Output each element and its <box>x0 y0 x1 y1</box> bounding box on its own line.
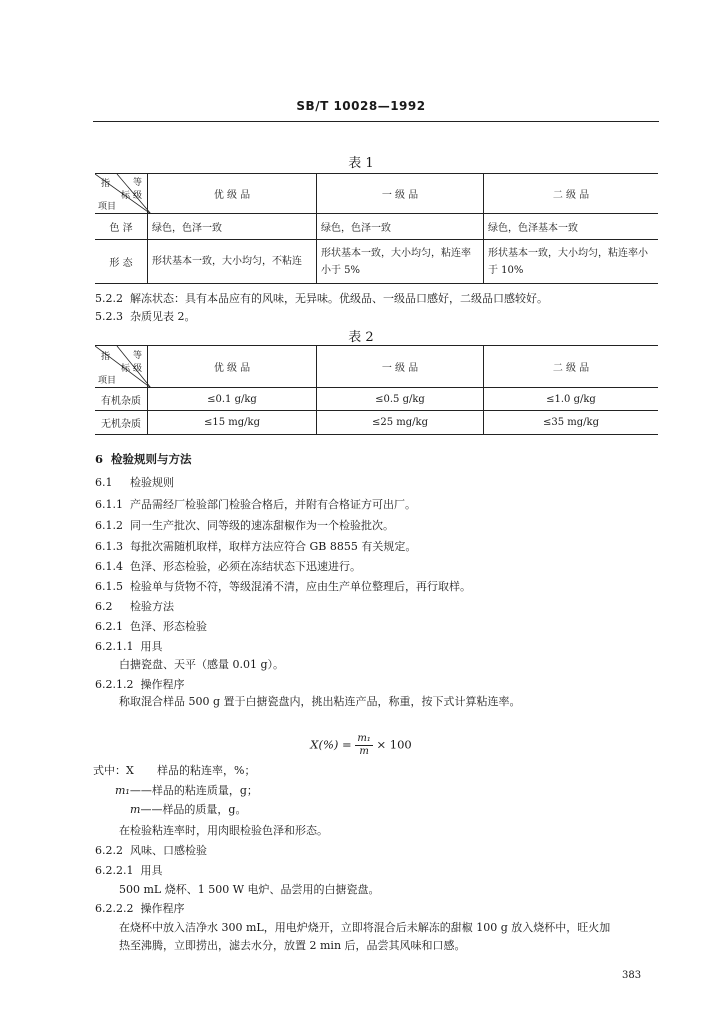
clause-number: 6.2.1 <box>95 620 123 633</box>
table2-corner-item: 项目 <box>98 376 117 386</box>
clause-text: 检验单与货物不符，等级混淆不清，应由生产单位整理后，再行取样。 <box>130 580 471 593</box>
para-number: 5.2.3 <box>95 310 123 323</box>
formula-fraction <box>355 733 373 758</box>
table-cell: ≤1.0 g/kg <box>484 388 659 411</box>
where-line-x <box>93 762 255 778</box>
formula-numerator: m₁ <box>357 733 371 744</box>
clause-number: 6.1 <box>95 476 113 489</box>
page-number: 383 <box>622 970 642 981</box>
table2-item-inorganic: 无机杂质 <box>95 411 148 435</box>
table-cell: 绿色，色泽一致 <box>148 214 317 240</box>
table-cell: 绿色，色泽基本一致 <box>484 214 659 240</box>
where-symbol: m <box>130 803 141 816</box>
clause-line <box>95 558 361 574</box>
clause-text: 每批次需随机取样，取样方法应符合 GB 8855 有关规定。 <box>130 540 417 553</box>
clause-text: 在检验粘连率时，用肉眼检验色泽和形态。 <box>119 824 328 837</box>
clause-number: 6.2 <box>95 600 113 613</box>
table2-col-second: 二 级 品 <box>484 346 659 388</box>
formula-lhs: X(%) = <box>310 737 352 752</box>
where-line-m <box>130 801 246 817</box>
table2-corner-mark: 标 <box>121 364 131 374</box>
clause-line <box>119 822 328 838</box>
formula-rhs: × 100 <box>376 737 412 752</box>
clause-number: 6.2.2.1 <box>95 864 134 877</box>
clause-text: 检验规则 <box>130 476 174 489</box>
table1-item-shape: 形 态 <box>95 240 148 284</box>
table1 <box>95 173 658 284</box>
table1-caption: 表 1 <box>348 156 374 171</box>
clause-line <box>119 656 284 672</box>
table-row <box>95 240 658 284</box>
clause-text: 色泽、形态检验 <box>130 620 207 633</box>
clause-line <box>95 474 174 490</box>
clause-line <box>95 496 416 512</box>
section-number: 6 <box>95 452 104 466</box>
table-cell: ≤35 mg/kg <box>484 411 659 435</box>
clause-line <box>95 598 174 614</box>
formula <box>0 733 722 758</box>
clause-line <box>95 517 394 533</box>
table2-item-organic: 有机杂质 <box>95 388 148 411</box>
clause-text: 用具 <box>140 640 163 653</box>
clause-line <box>95 842 207 858</box>
clause-line <box>95 578 471 594</box>
section-6-heading <box>95 451 192 467</box>
table-cell: ≤25 mg/kg <box>317 411 484 435</box>
clause-number: 6.1.1 <box>95 498 123 511</box>
table2-corner-grade: 等级 <box>133 351 143 374</box>
clause-line <box>95 618 207 634</box>
table1-col-first: 一 级 品 <box>317 174 484 214</box>
table2-col-premium: 优 级 品 <box>148 346 317 388</box>
clause-line <box>95 638 162 654</box>
table-cell: 绿色，色泽一致 <box>317 214 484 240</box>
table1-corner-cell <box>95 174 148 214</box>
formula-denominator: m <box>359 746 369 757</box>
clause-text: 风味、口感检验 <box>130 844 207 857</box>
table1-corner-mark: 标 <box>121 191 131 201</box>
clause-line <box>95 538 416 554</box>
clause-number: 6.1.4 <box>95 560 123 573</box>
clause-text: 白搪瓷盘、天平（感量 0.01 g）。 <box>119 658 285 671</box>
clause-number: 6.1.5 <box>95 580 123 593</box>
header-rule <box>93 121 659 122</box>
clause-number: 6.2.2.2 <box>95 902 134 915</box>
table-cell: 形状基本一致，大小均匀，粘连率小于 10% <box>484 240 659 284</box>
clause-line <box>119 937 466 953</box>
table1-corner-index: 指 <box>101 179 111 189</box>
clause-text: 用具 <box>140 864 163 877</box>
table-row <box>95 411 658 435</box>
table2-col-first: 一 级 品 <box>317 346 484 388</box>
para-text: 杂质见表 2。 <box>130 310 196 323</box>
table1-corner-item: 项目 <box>98 202 117 212</box>
para-5-2-2 <box>95 290 548 306</box>
clause-line <box>119 919 610 935</box>
clause-text: 检验方法 <box>130 600 174 613</box>
table-cell: ≤15 mg/kg <box>148 411 317 435</box>
table-cell: 形状基本一致，大小均匀，粘连率小于 5% <box>317 240 484 284</box>
table1-corner-grade: 等级 <box>133 178 143 201</box>
table2 <box>95 345 658 435</box>
clause-text: 操作程序 <box>140 902 185 915</box>
table-row <box>95 214 658 240</box>
clause-line <box>95 862 162 878</box>
clause-text: 称取混合样品 500 g 置于白搪瓷盘内，挑出粘连产品，称重，按下式计算粘连率。 <box>119 695 521 708</box>
clause-number: 6.2.1.2 <box>95 678 134 691</box>
clause-text: 在烧杯中放入洁净水 300 mL，用电炉烧开，立即将混合后未解冻的甜椒 100 g 放入烧杯中，旺火加 <box>119 921 611 934</box>
clause-text: 同一生产批次、同等级的速冻甜椒作为一个检验批次。 <box>130 519 394 532</box>
table-row <box>95 388 658 411</box>
table1-col-premium: 优 级 品 <box>148 174 317 214</box>
table2-corner-cell <box>95 346 148 388</box>
table1-col-second: 二 级 品 <box>484 174 659 214</box>
clause-number: 6.1.3 <box>95 540 123 553</box>
where-text: 样品的粘连率，%； <box>157 764 256 777</box>
para-5-2-3 <box>95 308 196 324</box>
where-text: ——样品的质量，g。 <box>140 803 247 816</box>
table-cell: 形状基本一致，大小均匀，不粘连 <box>148 240 317 284</box>
clause-line <box>119 881 380 897</box>
clause-text: 色泽、形态检验，必须在冻结状态下迅速进行。 <box>130 560 361 573</box>
clause-number: 6.1.2 <box>95 519 123 532</box>
clause-number: 6.2.2 <box>95 844 123 857</box>
where-text: ——样品的粘连质量，g； <box>129 784 258 797</box>
clause-line <box>95 900 184 916</box>
where-symbol: m₁ <box>115 784 130 797</box>
clause-text: 热至沸腾，立即捞出，滤去水分，放置 2 min 后，品尝其风味和口感。 <box>119 939 466 952</box>
clause-number: 6.2.1.1 <box>95 640 134 653</box>
clause-text: 500 mL 烧杯、1 500 W 电炉、品尝用的白搪瓷盘。 <box>119 883 380 896</box>
standard-number: SB/T 10028—1992 <box>296 99 426 113</box>
clause-line <box>95 676 184 692</box>
where-line-m1 <box>115 782 258 798</box>
clause-text: 操作程序 <box>140 678 185 691</box>
para-number: 5.2.2 <box>95 292 123 305</box>
table-cell: ≤0.1 g/kg <box>148 388 317 411</box>
section-title: 检验规则与方法 <box>111 452 192 466</box>
clause-text: 产品需经厂检验部门检验合格后，并附有合格证方可出厂。 <box>130 498 416 511</box>
para-text: 解冻状态：具有本品应有的风味，无异味。优级品、一级品口感好，二级品口感较好。 <box>130 292 548 305</box>
table2-corner-index: 指 <box>101 352 111 362</box>
table-cell: ≤0.5 g/kg <box>317 388 484 411</box>
table1-item-color: 色 泽 <box>95 214 148 240</box>
clause-line <box>119 693 521 709</box>
where-symbol: 式中：X <box>93 764 134 777</box>
table2-caption: 表 2 <box>348 330 374 345</box>
